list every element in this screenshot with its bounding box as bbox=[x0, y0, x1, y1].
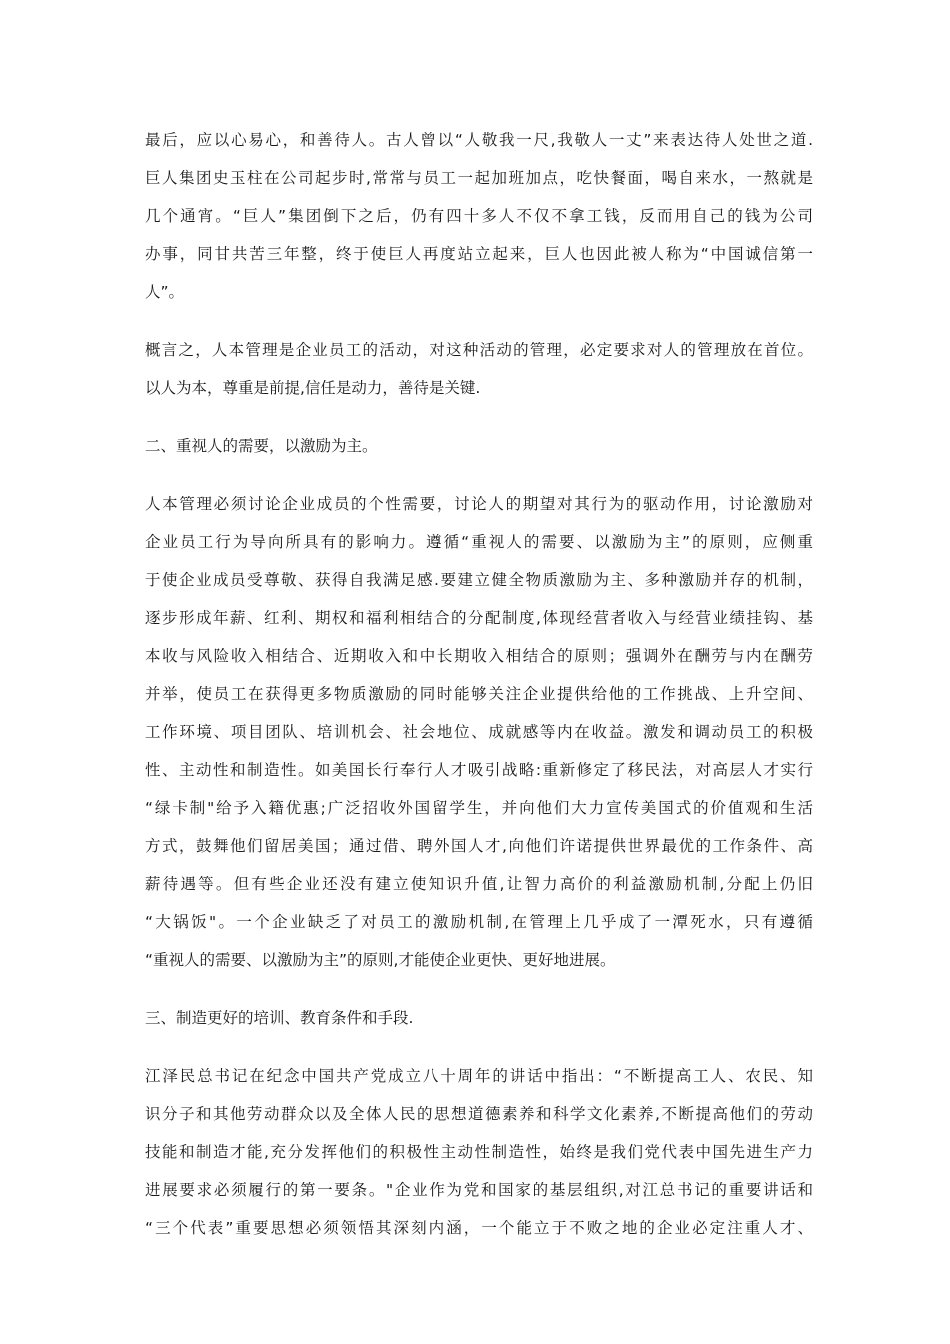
text-line: 识分子和其他劳动群众以及全体人民的思想道德素养和科学文化素养,不断提高他们的劳动 bbox=[145, 1105, 813, 1123]
text-line: “重视人的需要、以激励为主”的原则,才能使企业更快、更好地进展。 bbox=[145, 951, 616, 969]
text-line: 技能和制造才能,充分发挥他们的积极性主动性制造性，始终是我们党代表中国先进生产力 bbox=[145, 1143, 813, 1161]
text-line: 三、制造更好的培训、教育条件和手段. bbox=[145, 1009, 414, 1027]
text-line: 进展要求必须履行的第一要条。"企业作为党和国家的基层组织,对江总书记的重要讲话和 bbox=[145, 1181, 813, 1199]
text-line: 概言之，人本管理是企业员工的活动，对这种活动的管理，必定要求对人的管理放在首位。 bbox=[145, 341, 813, 359]
text-line: 二、重视人的需要，以激励为主。 bbox=[145, 437, 378, 455]
text-line: 几个通宵。“巨人”集团倒下之后，仍有四十多人不仅不拿工钱，反而用自己的钱为公司 bbox=[145, 207, 813, 225]
section-heading bbox=[145, 427, 813, 465]
text-line: 人本管理必须讨论企业成员的个性需要，讨论人的期望对其行为的驱动作用，讨论激励对 bbox=[145, 495, 813, 513]
text-line: 以人为本，尊重是前提,信任是动力，善待是关键. bbox=[145, 379, 481, 397]
text-line: 人”。 bbox=[145, 283, 185, 301]
text-line: “绿卡制"给予入籍优惠;广泛招收外国留学生，并向他们大力宣传美国式的价值观和生活 bbox=[145, 799, 813, 817]
text-line: 工作环境、项目团队、培训机会、社会地位、成就感等内在收益。激发和调动员工的积极 bbox=[145, 723, 813, 741]
text-line: 江泽民总书记在纪念中国共产党成立八十周年的讲话中指出：“不断提高工人、农民、知 bbox=[145, 1067, 813, 1085]
text-line: 并举，使员工在获得更多物质激励的同时能够关注企业提供给他的工作挑战、上升空间、 bbox=[145, 685, 813, 703]
text-line: 本收与风险收入相结合、近期收入和中长期收入相结合的原则；强调外在酬劳与内在酬劳 bbox=[145, 647, 813, 665]
text-line: “三个代表”重要思想必须领悟其深刻内涵，一个能立于不败之地的企业必定注重人才、 bbox=[145, 1219, 813, 1237]
body-paragraph bbox=[145, 485, 813, 979]
body-paragraph bbox=[145, 331, 813, 407]
text-line: 方式，鼓舞他们留居美国；通过借、聘外国人才,向他们许诺提供世界最优的工作条件、高 bbox=[145, 837, 813, 855]
text-line: 巨人集团史玉柱在公司起步时,常常与员工一起加班加点，吃快餐面，喝自来水，一熬就是 bbox=[145, 169, 813, 187]
body-paragraph bbox=[145, 121, 813, 311]
text-line: 于使企业成员受尊敬、获得自我满足感.要建立健全物质激励为主、多种激励并存的机制， bbox=[145, 571, 813, 589]
text-line: “大锅饭"。一个企业缺乏了对员工的激励机制,在管理上几乎成了一潭死水，只有遵循 bbox=[145, 913, 813, 931]
body-paragraph bbox=[145, 1057, 813, 1247]
text-line: 性、主动性和制造性。如美国长行奉行人才吸引战略:重新修定了移民法，对高层人才实行 bbox=[145, 761, 813, 779]
section-heading bbox=[145, 999, 813, 1037]
document-page bbox=[145, 121, 813, 1267]
text-line: 逐步形成年薪、红利、期权和福利相结合的分配制度,体现经营者收入与经营业绩挂钩、基 bbox=[145, 609, 813, 627]
text-line: 最后，应以心易心，和善待人。古人曾以“人敬我一尺,我敬人一丈”来表达待人处世之道. bbox=[145, 131, 813, 149]
text-line: 企业员工行为导向所具有的影响力。遵循“重视人的需要、以激励为主”的原则，应侧重 bbox=[145, 533, 813, 551]
text-line: 办事，同甘共苦三年整，终于使巨人再度站立起来，巨人也因此被人称为“中国诚信第一 bbox=[145, 245, 813, 263]
text-line: 薪待遇等。但有些企业还没有建立使知识升值,让智力高价的利益激励机制,分配上仍旧 bbox=[145, 875, 813, 893]
